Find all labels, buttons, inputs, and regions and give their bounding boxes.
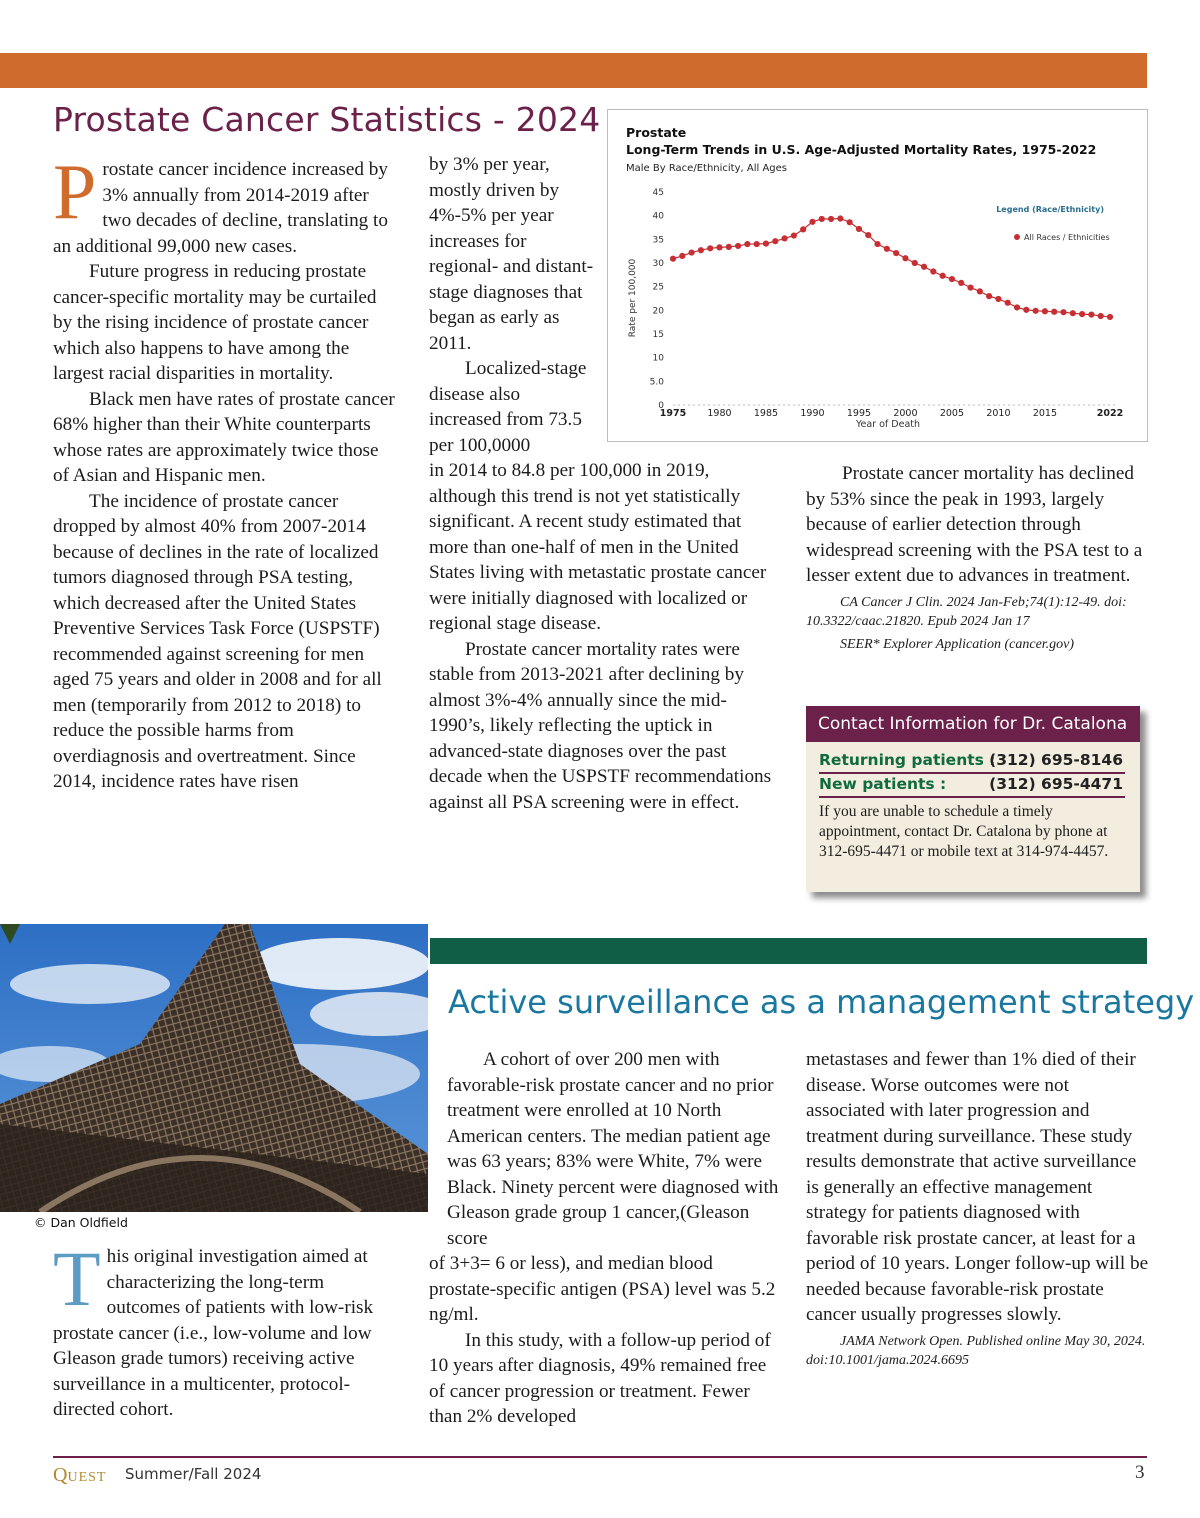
paragraph: in 2014 to 84.8 per 100,000 in 2019, although this trend is not yet statistically significant. A recent study estimated that more than one-half of men in the United States living with metastatic prostate cancer were initially diagnosed with localized or regional stage disease. [429,460,767,634]
chart-data-point [856,226,862,232]
chart-data-point [735,243,741,249]
page-number: 3 [1135,1462,1145,1483]
chart-data-point [726,244,732,250]
chart-data-point [921,264,927,270]
chart-data-point [940,273,946,279]
eiffel-tower-photo [0,924,428,1212]
footer-issue: Summer/Fall 2024 [125,1465,262,1483]
chart-svg [608,110,1147,441]
chart-data-point [958,280,964,286]
new-patients-phone[interactable]: (312) 695-4471 [989,775,1123,793]
chart-data-point [781,235,787,241]
chart-data-point [930,268,936,274]
paragraph: The incidence of prostate cancer dropped by almost 40% from 2007-2014 because of declines in the rate of localized tumors diagnosed through PSA testing, which decreased after the United States Preventive Services Task Force (USPSTF) recommended against screening for men aged 75 years and older in 2008 and for all men (temporarily from 2012 to 2018) to reduce the possible harms from overdiagnosis and overtreatment. Since 2014, incidence rates have risen [53,490,382,792]
chart-x-tick-label: 2015 [1032,408,1058,419]
chart-legend-title: Legend (Race/Ethnicity) [996,205,1104,214]
chart-data-point [1051,309,1057,315]
contact-box [806,706,1140,892]
paragraph [53,148,396,259]
mortality-chart [607,109,1148,442]
chart-data-point [884,246,890,252]
magazine-rest: UEST [67,1470,107,1485]
chart-data-point [679,253,685,259]
chart-y-tick-label: 0 [658,401,664,411]
eiffel-tower-image [0,924,428,1212]
article-column-2b [429,1047,779,1430]
chart-data-point [874,241,880,247]
paragraph-text: his original investigation aimed at characterizing the long-term outcomes of patients with low-risk prostate cancer (i.e., low-volume and low Gleason grade tumors) receiving active surveillance in a multicenter, protocol-directed cohort. [53,1246,374,1420]
chart-series [670,215,1113,320]
chart-legend-label: All Races / Ethnicities [1024,233,1110,242]
section-accent-bar [430,938,1147,964]
new-patients-label: New patients : [819,775,947,793]
chart-x-tick-label: 1980 [707,408,732,419]
chart-data-point [1088,311,1094,317]
chart-x-tick-label: 1995 [846,408,872,419]
chart-data-point [1005,300,1011,306]
citation: JAMA Network Open. Published online May 30, 2024. doi:10.1001/jama.2024.6695 [806,1333,1146,1368]
returning-patients-phone[interactable]: (312) 695-8146 [989,751,1123,769]
chart-data-point [809,219,815,225]
chart-data-point [1070,310,1076,316]
chart-data-point [995,296,1001,302]
footer-rule [53,1456,1147,1458]
page-title: Prostate Cancer Statistics - 2024 [53,100,601,139]
chart-data-point [800,226,806,232]
chart-y-label: Rate per 100,000 [628,258,638,338]
citation: SEER* Explorer Application (cancer.gov) [840,636,1075,652]
paragraph: In this study, with a follow-up period of 10 years after diagnosis, 49% remained free of cancer progression or treatment. Fewer than 2% developed [429,1329,771,1427]
chart-title: Prostate [626,125,687,140]
paragraph: A cohort of over 200 men with favorable-risk prostate cancer and no prior treatment were enrolled at 10 North American centers. The median patient age was 63 years; 83% were White, 7% were Black. Ninety percent were diagnosed with Gleason grade group 1 cancer,(Gleason score [447,1049,779,1249]
article-column-1 [53,148,396,795]
chart-data-point [1107,314,1113,320]
chart-x-label: Year of Death [855,419,921,430]
chart-data-point [893,250,899,256]
chart-data-point [791,232,797,238]
returning-patients-label: Returning patients : [819,751,996,769]
chart-y-tick-label: 20 [652,306,664,317]
chart-x-tick-label: 1990 [800,408,825,419]
paragraph: Future progress in reducing prostate cancer-specific mortality may be curtailed by the rising incidence of prostate cancer which also happens to have among the largest racial disparities in mortality. [53,261,377,384]
chart-data-point [949,276,955,282]
chart-x-tick-label: 2022 [1096,408,1124,419]
magazine-initial: Q [53,1464,68,1486]
chart-data-point [977,288,983,294]
paragraph: by 3% per year, mostly driven by 4%-5% per year increases for regional- and distant-stage diagnoses that began as early as 2011. [429,154,594,354]
chart-y-tick-label: 35 [652,235,664,246]
chart-data-point [912,260,918,266]
chart-data-point [1060,309,1066,315]
chart-data-point [707,245,713,251]
chart-y-tick-label: 15 [652,330,664,340]
chart-x-tick-label: 2000 [893,408,918,419]
chart-data-point [716,244,722,250]
top-accent-bar [0,53,1147,88]
chart-y-tick-label: 10 [652,353,664,364]
chart-subtitle: Long-Term Trends in U.S. Age-Adjusted Mortality Rates, 1975-2022 [626,142,1097,157]
chart-data-point [688,249,694,255]
contact-title: Contact Information for Dr. Catalona [806,706,1140,742]
chart-data-point [1079,311,1085,317]
chart-x-tick-label: 2010 [986,408,1011,419]
chart-x-tick-label: 2005 [939,408,965,419]
section-title: Active surveillance as a management strategy [448,983,1195,1021]
paragraph: Black men have rates of prostate cancer 68% higher than their White counterparts whose rates are approximately twice those of Asian and Hispanic men. [53,388,395,486]
chart-legend-marker [1014,234,1020,240]
chart-data-point [744,241,750,247]
chart-data-point [967,285,973,291]
chart-data-point [828,216,834,222]
chart-data-point [1014,304,1020,310]
chart-data-point [819,216,825,222]
paragraph: Prostate cancer mortality rates were stable from 2013-2021 after declining by almost 3%-4% annually since the mid-1990’s, likely reflecting the uptick in advanced-state diagnoses over the past decade when the USPSTF recommendations against all PSA screening were in effect. [429,638,772,813]
chart-y-tick-label: 40 [652,211,664,222]
chart-y-tick-label: 5.0 [649,377,664,388]
photo-credit: © Dan Oldfield [34,1215,128,1230]
footer-magazine-name [53,1464,106,1487]
chart-data-point [698,247,704,253]
chart-y-tick-label: 30 [652,259,664,269]
article-column-3b [806,1047,1151,1370]
chart-x-tick-label: 1975 [659,408,687,419]
chart-data-point [847,219,853,225]
paragraph: metastases and fewer than 1% died of their disease. Worse outcomes were not associated with later progression and treatment during surveillance. These study results demonstrate that active surveillance is generally an effective management strategy for patients diagnosed with favorable risk prostate cancer, at least for a period of 10 years. Longer follow-up will be needed because favorable-risk prostate cancer usually progresses slowly. [806,1049,1149,1325]
paragraph: of 3+3= 6 or less), and median blood prostate-specific antigen (PSA) level was 5.2 ng/ml. [429,1253,776,1325]
chart-data-point [986,293,992,299]
chart-y-tick-label: 25 [652,282,664,293]
drop-cap: T [53,1235,101,1322]
drop-cap: P [53,148,97,235]
citation: CA Cancer J Clin. 2024 Jan-Feb;74(1):12-49. doi: 10.3322/caac.21820. Epub 2024 Jan 17 [806,594,1127,629]
paragraph [53,1235,389,1423]
chart-data-point [837,215,843,221]
chart-y-tick-label: 45 [652,188,664,198]
returning-patients-row [819,749,1125,774]
chart-data-point [1023,307,1029,313]
paragraph: Localized-stage disease also increased from 73.5 per 100,0000 [429,358,587,456]
chart-data-point [902,255,908,261]
chart-subtitle-2: Male By Race/Ethnicity, All Ages [626,163,787,174]
new-patients-row [819,773,1125,798]
article-column-1b [53,1235,389,1423]
chart-axes [650,188,1124,419]
article-column-3 [806,461,1151,654]
chart-data-point [865,232,871,238]
chart-data-point [754,241,760,247]
chart-x-tick-label: 1985 [753,408,779,419]
paragraph: Prostate cancer mortality has declined by 53% since the peak in 1993, largely because of earlier detection through widespread screening with the PSA test to a lesser extent due to advances in treatment. [806,463,1143,586]
chart-data-point [1042,308,1048,314]
chart-data-point [763,240,769,246]
paragraph-text: rostate cancer incidence increased by 3% annually from 2014-2019 after two decades of decline, translating to an additional 99,000 new cases. [53,159,388,257]
chart-data-point [670,256,676,262]
contact-note: If you are unable to schedule a timely appointment, contact Dr. Catalona by phone at 312-695-4471 or mobile text at 314-974-4457. [819,803,1109,860]
chart-data-point [1098,313,1104,319]
chart-data-point [1033,308,1039,314]
chart-data-point [772,238,778,244]
